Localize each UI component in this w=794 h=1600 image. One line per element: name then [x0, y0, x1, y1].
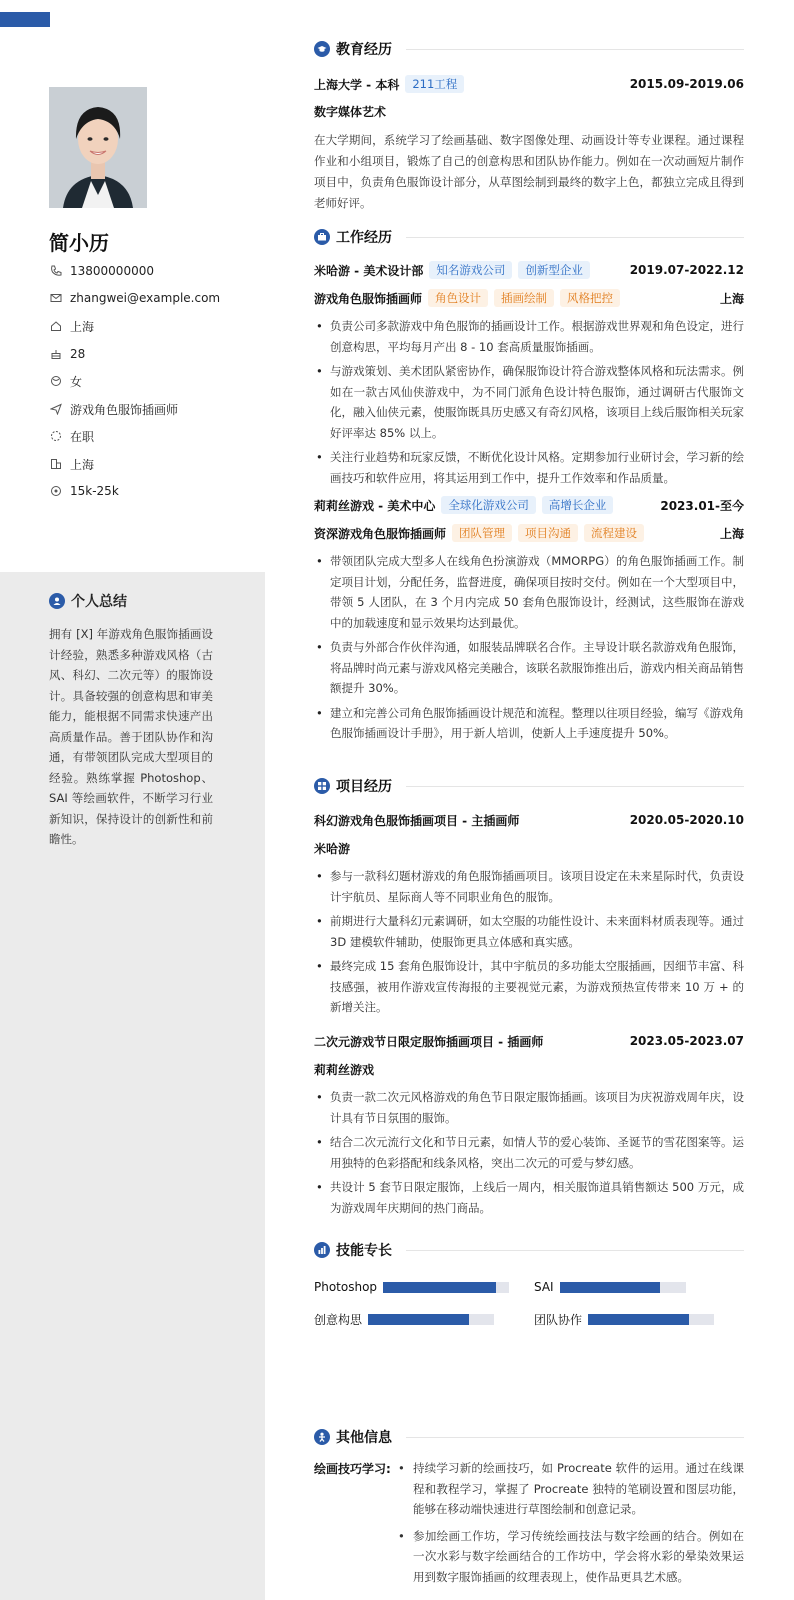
job-city: 上海 [719, 526, 744, 541]
school-tag: 211工程 [405, 75, 464, 93]
job-position: 游戏角色服饰插画师 [314, 291, 423, 306]
job-position-row [314, 289, 744, 307]
job-bullets [314, 551, 744, 748]
profile-panel [0, 0, 265, 572]
home-icon [49, 319, 63, 333]
phone-text: 13800000000 [70, 264, 154, 278]
person-icon [314, 1429, 330, 1445]
position-tag: 风格把控 [560, 289, 620, 307]
section-divider [406, 1437, 744, 1438]
other-bullet: • 持续学习新的绘画技巧，如 Procreate 软件的运用。通过在线课程和教程学习，掌握了 Procreate 独特的笔刷设置和图层功能，能够在移动端快速进行草图绘制和创意记录。 [396, 1458, 744, 1520]
project-name: 科幻游戏角色服饰插画项目 - 主插画师 [314, 813, 520, 828]
project-bullet: • 结合二次元流行文化和节日元素，如情人节的爱心装饰、圣诞节的雪花图案等。运用独特的色彩搭配和线条风格，突出二次元的可爱与梦幻感。 [314, 1132, 744, 1173]
gender-text: 女 [70, 374, 83, 389]
mail-icon [49, 291, 63, 305]
project-company-row [314, 1060, 744, 1078]
other-bullets [396, 1458, 744, 1593]
job-bullets [314, 316, 744, 492]
section-divider [406, 237, 744, 238]
project-company: 莉莉丝游戏 [314, 1062, 375, 1077]
job-bullet: • 带领团队完成大型多人在线角色扮演游戏（MMORPG）的角色服饰插画工作。制定项目计划，分配任务，监督进度，确保项目按时交付。例如在一个大型项目中，带领 5 人团队，在 3 个月内完成 50 套角色服饰设计，经测试，这些服饰在游戏中的加载速度和显示效果均达到最优。 [314, 551, 744, 633]
job-bullet: • 负责公司多款游戏中角色服饰的插画设计工作。根据游戏世界观和角色设定，进行创意构思，平均每月产出 8 - 10 套高质量服饰插画。 [314, 316, 744, 357]
skill-bar [588, 1314, 714, 1325]
position-tag: 项目沟通 [518, 524, 578, 542]
job-bullet: • 关注行业趋势和玩家反馈，不断优化设计风格。定期参加行业研讨会，学习新的绘画技巧和软件应用，将其运用到工作中，提升工作效率和作品质量。 [314, 447, 744, 488]
salary-text: 15k-25k [70, 484, 119, 498]
summary-heading [49, 591, 127, 611]
job-company-row [314, 261, 744, 279]
location-text: 上海 [70, 319, 95, 334]
project-bullets [314, 866, 744, 1022]
phone-icon [49, 264, 63, 278]
project-bullet: • 最终完成 15 套角色服饰设计，其中宇航员的多功能太空服插画，因细节丰富、科技感强，被用作游戏宣传海报的主要视觉元素，为游戏预热宣传带来 10 万 + 的新增关注。 [314, 956, 744, 1018]
position-tag: 流程建设 [584, 524, 644, 542]
corner-accent [0, 12, 50, 27]
info-target-city [49, 456, 94, 472]
project-bullet: • 负责一款二次元风格游戏的角色节日限定服饰插画。该项目为庆祝游戏周年庆，设计具有节日氛围的服饰。 [314, 1087, 744, 1128]
project-period: 2023.05-2023.07 [629, 1034, 744, 1048]
education-heading [314, 39, 744, 59]
project-bullet: • 参与一款科幻题材游戏的角色服饰插画项目。该项目设定在未来星际时代，负责设计宇航员、星际商人等不同职业角色的服饰。 [314, 866, 744, 907]
project-name: 二次元游戏节日限定服饰插画项目 - 插画师 [314, 1034, 544, 1049]
section-divider [406, 49, 744, 50]
section-divider [406, 786, 744, 787]
skill-item [534, 1279, 686, 1295]
project-company: 米哈游 [314, 841, 351, 856]
skill-bar [560, 1282, 686, 1293]
job-city: 上海 [719, 291, 744, 306]
skill-item [534, 1311, 714, 1327]
skill-item [314, 1311, 494, 1327]
user-icon [49, 593, 65, 609]
job-period: 2019.07-2022.12 [629, 263, 744, 277]
work-title: 工作经历 [336, 230, 392, 246]
company-tag: 创新型企业 [518, 261, 590, 279]
project-bullet: • 前期进行大量科幻元素调研，如太空服的功能性设计、未来面料材质表现等。通过 3D 建模软件辅助，使服饰更具立体感和真实感。 [314, 911, 744, 952]
job-bullet: • 负责与外部合作伙伴沟通，如服装品牌联名合作。主导设计联名款游戏角色服饰，将品牌时尚元素与游戏风格完美融合，该联名款服饰推出后，游戏内相关商品销售额提升 30%。 [314, 637, 744, 699]
info-gender [49, 373, 82, 389]
gender-icon [49, 374, 63, 388]
project-row [314, 811, 744, 829]
summary-title: 个人总结 [71, 594, 127, 610]
other-title: 其他信息 [336, 1430, 392, 1446]
project-period: 2020.05-2020.10 [629, 813, 744, 827]
skill-bar-fill [560, 1282, 661, 1293]
major-name: 数字媒体艺术 [314, 104, 387, 119]
email-text[interactable]: zhangwei@example.com [70, 291, 221, 305]
education-major-row [314, 102, 744, 120]
chart-icon [314, 1242, 330, 1258]
education-title: 教育经历 [336, 42, 392, 58]
avatar-portrait [49, 87, 147, 208]
info-status [49, 428, 94, 444]
position-tag: 角色设计 [428, 289, 488, 307]
education-description: 在大学期间，系统学习了绘画基础、数字图像处理、动画设计等专业课程。通过课程作业和小组项目，锻炼了自己的创意构思和团队协作能力。例如在一次动画短片制作项目中，负责角色服饰设计部分，从草图绘制到最终的数字上色，都独立完成且得到老师好评。 [314, 133, 744, 210]
avatar [49, 87, 147, 208]
building-icon [49, 457, 63, 471]
job-company: 莉莉丝游戏 - 美术中心 [314, 498, 436, 513]
job-bullet: • 与游戏策划、美术团队紧密协作，确保服饰设计符合游戏整体风格和玩法需求。例如在一款古风仙侠游戏中，为不同门派角色设计特色服饰，通过调研古代服饰文化，融入仙侠元素，使服饰既具历史感又有奇幻风格，该项目上线后服饰相关玩家好评率达 85% 以上。 [314, 361, 744, 443]
status-text: 在职 [70, 429, 95, 444]
work-heading [314, 227, 744, 247]
project-bullet: • 共设计 5 套节日限定服饰，上线后一周内，相关服饰道具销售额达 500 万元，成为游戏周年庆期间的热门商品。 [314, 1177, 744, 1218]
section-divider [406, 1250, 744, 1251]
cake-icon [49, 347, 63, 361]
skill-bar [383, 1282, 509, 1293]
status-icon [49, 429, 63, 443]
skill-bar [368, 1314, 494, 1325]
info-job [49, 401, 178, 417]
job-period: 2023.01-至今 [660, 498, 744, 513]
skill-bar-fill [383, 1282, 496, 1293]
job-position: 资深游戏角色服饰插画师 [314, 526, 447, 541]
skill-bar-fill [588, 1314, 689, 1325]
skill-item [314, 1279, 509, 1295]
skill-name: Photoshop [314, 1280, 378, 1294]
job-position-row [314, 524, 744, 542]
profile-name: 简小历 [49, 231, 109, 255]
school-name: 上海大学 - 本科 [314, 77, 400, 92]
skill-name: 团队协作 [534, 1312, 583, 1327]
info-location [49, 318, 94, 334]
projects-title: 项目经历 [336, 779, 392, 795]
info-email [49, 290, 220, 306]
info-phone [49, 263, 154, 279]
other-heading [314, 1427, 744, 1447]
position-tag: 团队管理 [452, 524, 512, 542]
salary-icon [49, 484, 63, 498]
projects-heading [314, 776, 744, 796]
info-age [49, 346, 85, 362]
position-tag: 插画绘制 [494, 289, 554, 307]
company-tag: 高增长企业 [542, 496, 614, 514]
company-tag: 全球化游戏公司 [441, 496, 536, 514]
skill-name: 创意构思 [314, 1312, 363, 1327]
other-bullet: • 参加绘画工作坊，学习传统绘画技法与数字绘画的结合。例如在一次水彩与数字绘画结合的工作坊中，学会将水彩的晕染效果运用到数字服饰插画的纹理表现上，使作品更具艺术感。 [396, 1526, 744, 1588]
skill-bar-fill [368, 1314, 469, 1325]
summary-text: 拥有 [X] 年游戏角色服饰插画设计经验，熟悉多种游戏风格（古风、科幻、二次元等）的服饰设计。具备较强的创意构思和审美能力，能根据不同需求快速产出高质量作品。善于团队协作和沟通，有带领团队完成大型项目的经验。熟练掌握 Photoshop、SAI 等绘画软件，不断学习行业新知识，保持设计的创新性和前瞻性。 [49, 627, 213, 846]
job-title-text: 游戏角色服饰插画师 [70, 402, 179, 417]
info-salary [49, 483, 119, 499]
skills-heading [314, 1240, 744, 1260]
project-bullets [314, 1087, 744, 1222]
briefcase-icon [314, 229, 330, 245]
send-icon [49, 402, 63, 416]
education-period: 2015.09-2019.06 [629, 77, 744, 91]
job-company: 米哈游 - 美术设计部 [314, 263, 424, 278]
age-text: 28 [70, 347, 86, 361]
education-row [314, 75, 744, 93]
grid-icon [314, 778, 330, 794]
skills-title: 技能专长 [336, 1243, 392, 1259]
skill-name: SAI [534, 1280, 554, 1294]
project-row [314, 1032, 744, 1050]
target-city-text: 上海 [70, 457, 95, 472]
job-bullet: • 建立和完善公司角色服饰插画设计规范和流程。整理以往项目经验，编写《游戏角色服饰插画设计手册》，用于新人培训，使新人上手速度提升 50%。 [314, 703, 744, 744]
graduation-cap-icon [314, 41, 330, 57]
other-label: 绘画技巧学习: [314, 1462, 391, 1476]
project-company-row [314, 839, 744, 857]
job-company-row [314, 496, 744, 514]
company-tag: 知名游戏公司 [429, 261, 512, 279]
